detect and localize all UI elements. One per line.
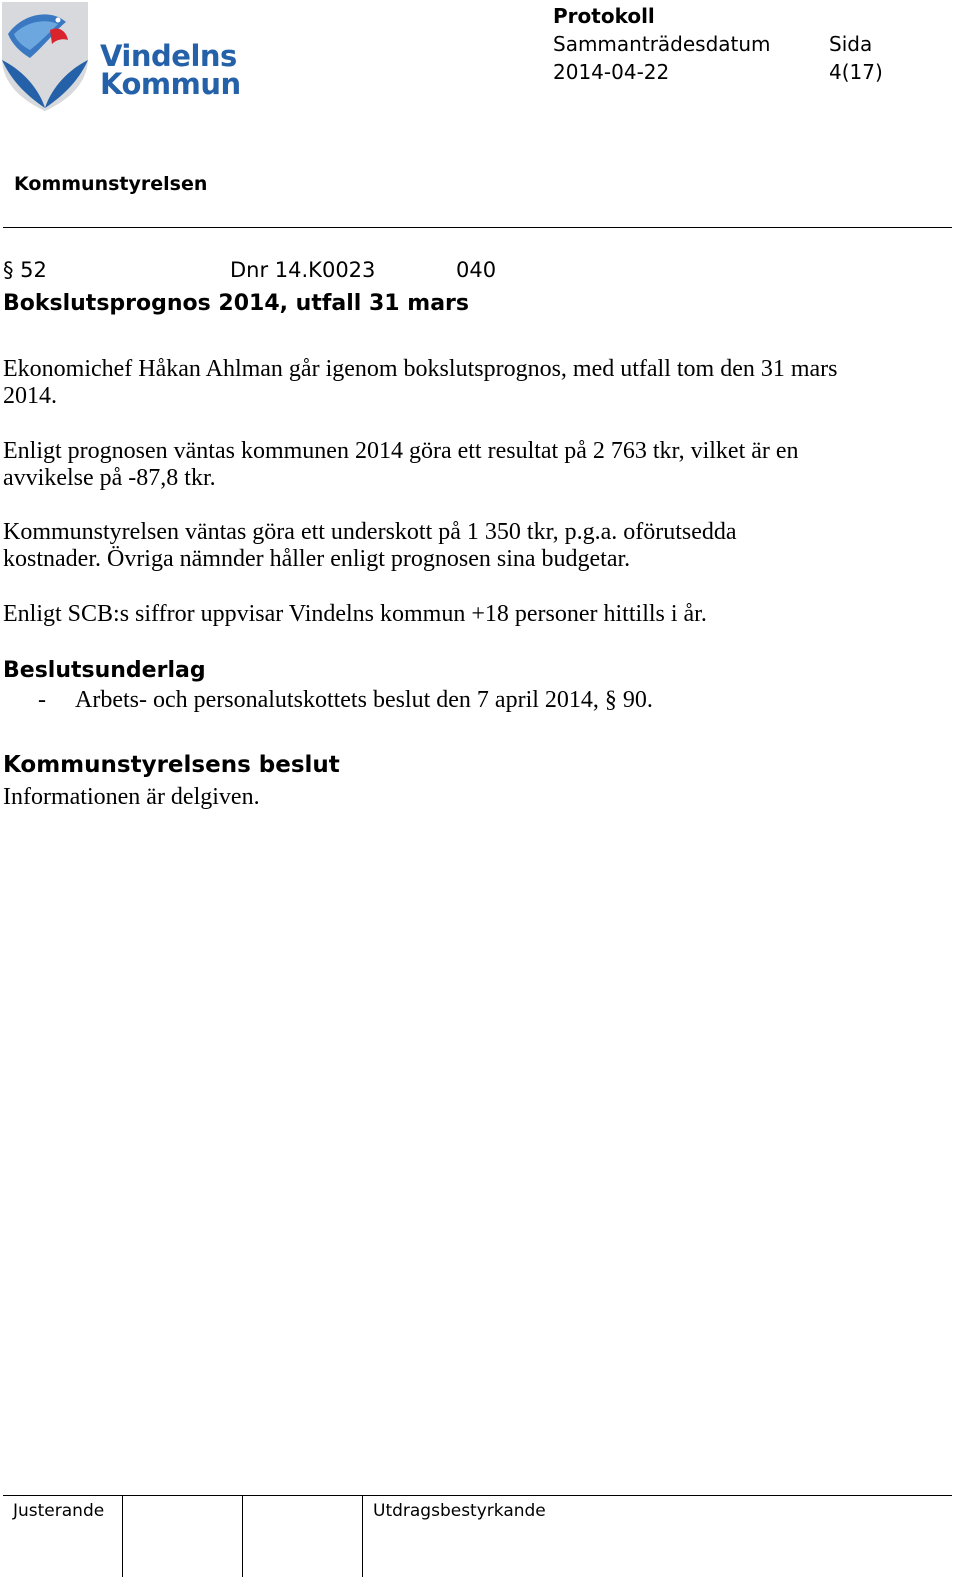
basis-heading: Beslutsunderlag (3, 658, 206, 683)
signature-table (3, 1495, 952, 1577)
signature-cell-3 (243, 1496, 363, 1577)
basis-item-marker: - (38, 687, 46, 713)
diary-number: Dnr 14.K0023 (230, 258, 376, 282)
utdragsbestyrkande-label: Utdragsbestyrkande (373, 1501, 546, 1521)
decision-text: Informationen är delgiven. (3, 784, 260, 810)
archive-code: 040 (456, 258, 497, 282)
header-divider (3, 227, 952, 228)
body-paragraph-2: Enligt prognosen väntas kommunen 2014 göra ett resultat på 2 763 tkr, vilket är en avvikelse på -87,8 tkr. (3, 438, 799, 491)
page-label: Sida (829, 32, 873, 56)
signature-cell-justerande (3, 1496, 123, 1577)
body-paragraph-4: Enligt SCB:s siffror uppvisar Vindelns kommun +18 personer hittills i år. (3, 601, 707, 627)
logo-line-2: Kommun (100, 67, 241, 101)
body-paragraph-1: Ekonomichef Håkan Ahlman går igenom bokslutsprognos, med utfall tom den 31 mars 2014. (3, 356, 838, 409)
logo-wordmark (100, 39, 241, 101)
fish-emblem-icon (0, 0, 95, 112)
basis-item-text: Arbets- och personalutskottets beslut den 7 april 2014, § 90. (75, 687, 653, 713)
meeting-date-value: 2014-04-22 (553, 60, 670, 84)
signature-cell-2 (123, 1496, 243, 1577)
justerande-label: Justerande (13, 1501, 105, 1521)
paragraph-number: § 52 (3, 258, 47, 282)
committee-name: Kommunstyrelsen (14, 173, 208, 195)
meeting-date-label: Sammanträdesdatum (553, 32, 771, 56)
logo-line-1: Vindelns (100, 39, 237, 73)
document-type: Protokoll (553, 4, 655, 28)
municipality-logo (0, 0, 240, 115)
page-number: 4(17) (829, 60, 883, 84)
paragraph-title: Bokslutsprognos 2014, utfall 31 mars (3, 291, 469, 316)
body-paragraph-3: Kommunstyrelsen väntas göra ett underskott på 1 350 tkr, p.g.a. oförutsedda kostnader. Övriga nämnder håller enligt prognosen sina budgetar. (3, 519, 737, 572)
decision-heading: Kommunstyrelsens beslut (3, 752, 340, 778)
